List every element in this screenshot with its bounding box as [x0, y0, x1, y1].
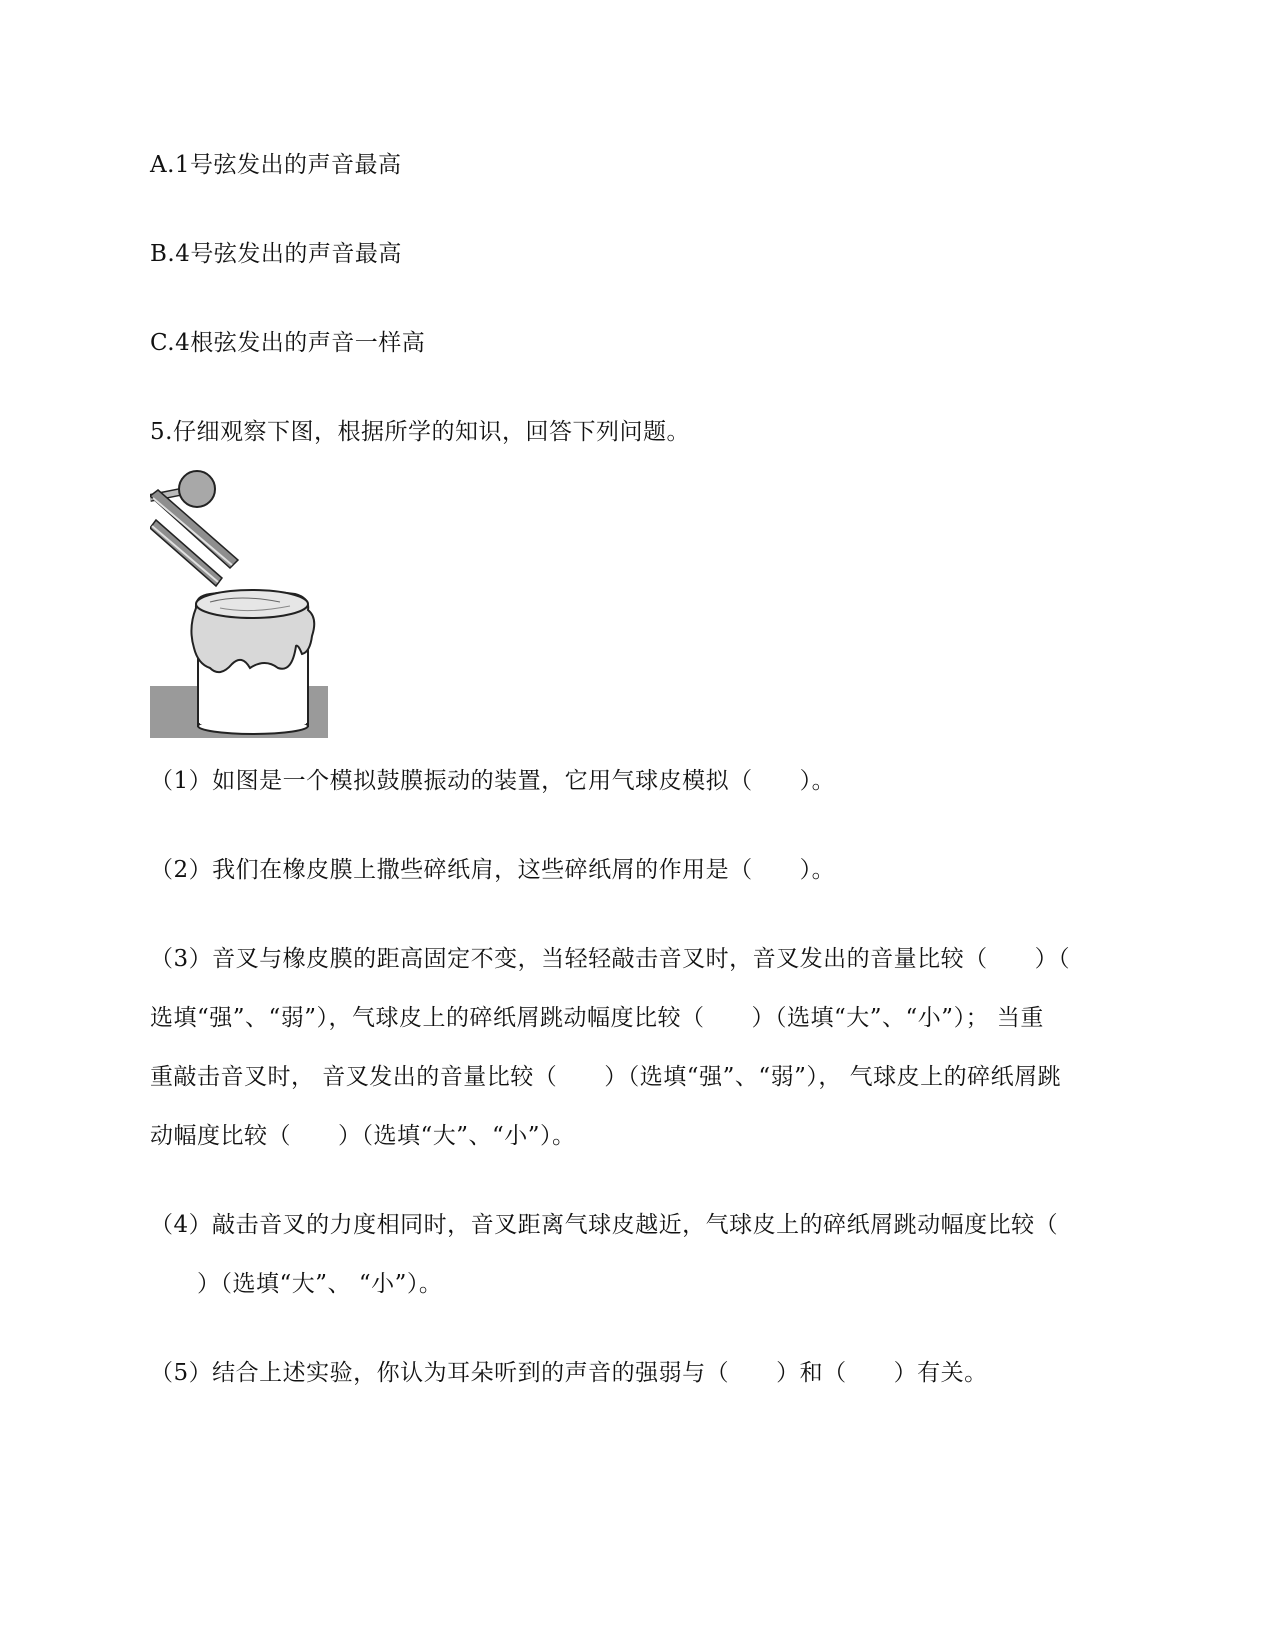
sub-question-3-line-1: （3）音叉与橡皮膜的距高固定不变，当轻轻敲击音叉时，音叉发出的音量比较（ ）（: [150, 946, 1071, 972]
tuning-fork-drum-figure: [150, 468, 328, 738]
option-c: C.4根弦发出的声音一样高: [150, 330, 426, 356]
fork-ball-icon: [179, 471, 215, 507]
sub-question-3-line-3: 重敲击音叉时， 音叉发出的音量比较（ ）（选填“强”、“弱”）， 气球皮上的碎纸屑跳: [150, 1064, 1062, 1090]
sub-question-3-line-2: 选填“强”、“弱”），气球皮上的碎纸屑跳动幅度比较（ ）（选填“大”、“小”）； 当重: [150, 1005, 1044, 1031]
tuning-fork-drum-illustration: [150, 468, 328, 738]
sub-question-3-line-4: 动幅度比较（ ）（选填“大”、“小”）。: [150, 1123, 576, 1149]
sub-question-1: （1）如图是一个模拟鼓膜振动的装置，它用气球皮模拟（ ）。: [150, 768, 836, 794]
question-5-title: 5.仔细观察下图，根据所学的知识，回答下列问题。: [150, 419, 690, 445]
sub-question-4-line-1: （4）敲击音叉的力度相同时，音叉距离气球皮越近，气球皮上的碎纸屑跳动幅度比较（: [150, 1212, 1059, 1238]
option-b: B.4号弦发出的声音最高: [150, 241, 402, 267]
option-a: A.1号弦发出的声音最高: [150, 152, 402, 178]
sub-question-5: （5）结合上述实验，你认为耳朵听到的声音的强弱与（ ）和（ ）有关。: [150, 1360, 988, 1386]
sub-question-2: （2）我们在橡皮膜上撒些碎纸肩，这些碎纸屑的作用是（ ）。: [150, 857, 836, 883]
sub-question-4-line-2: ）（选填“大”、 “小”）。: [150, 1271, 443, 1297]
